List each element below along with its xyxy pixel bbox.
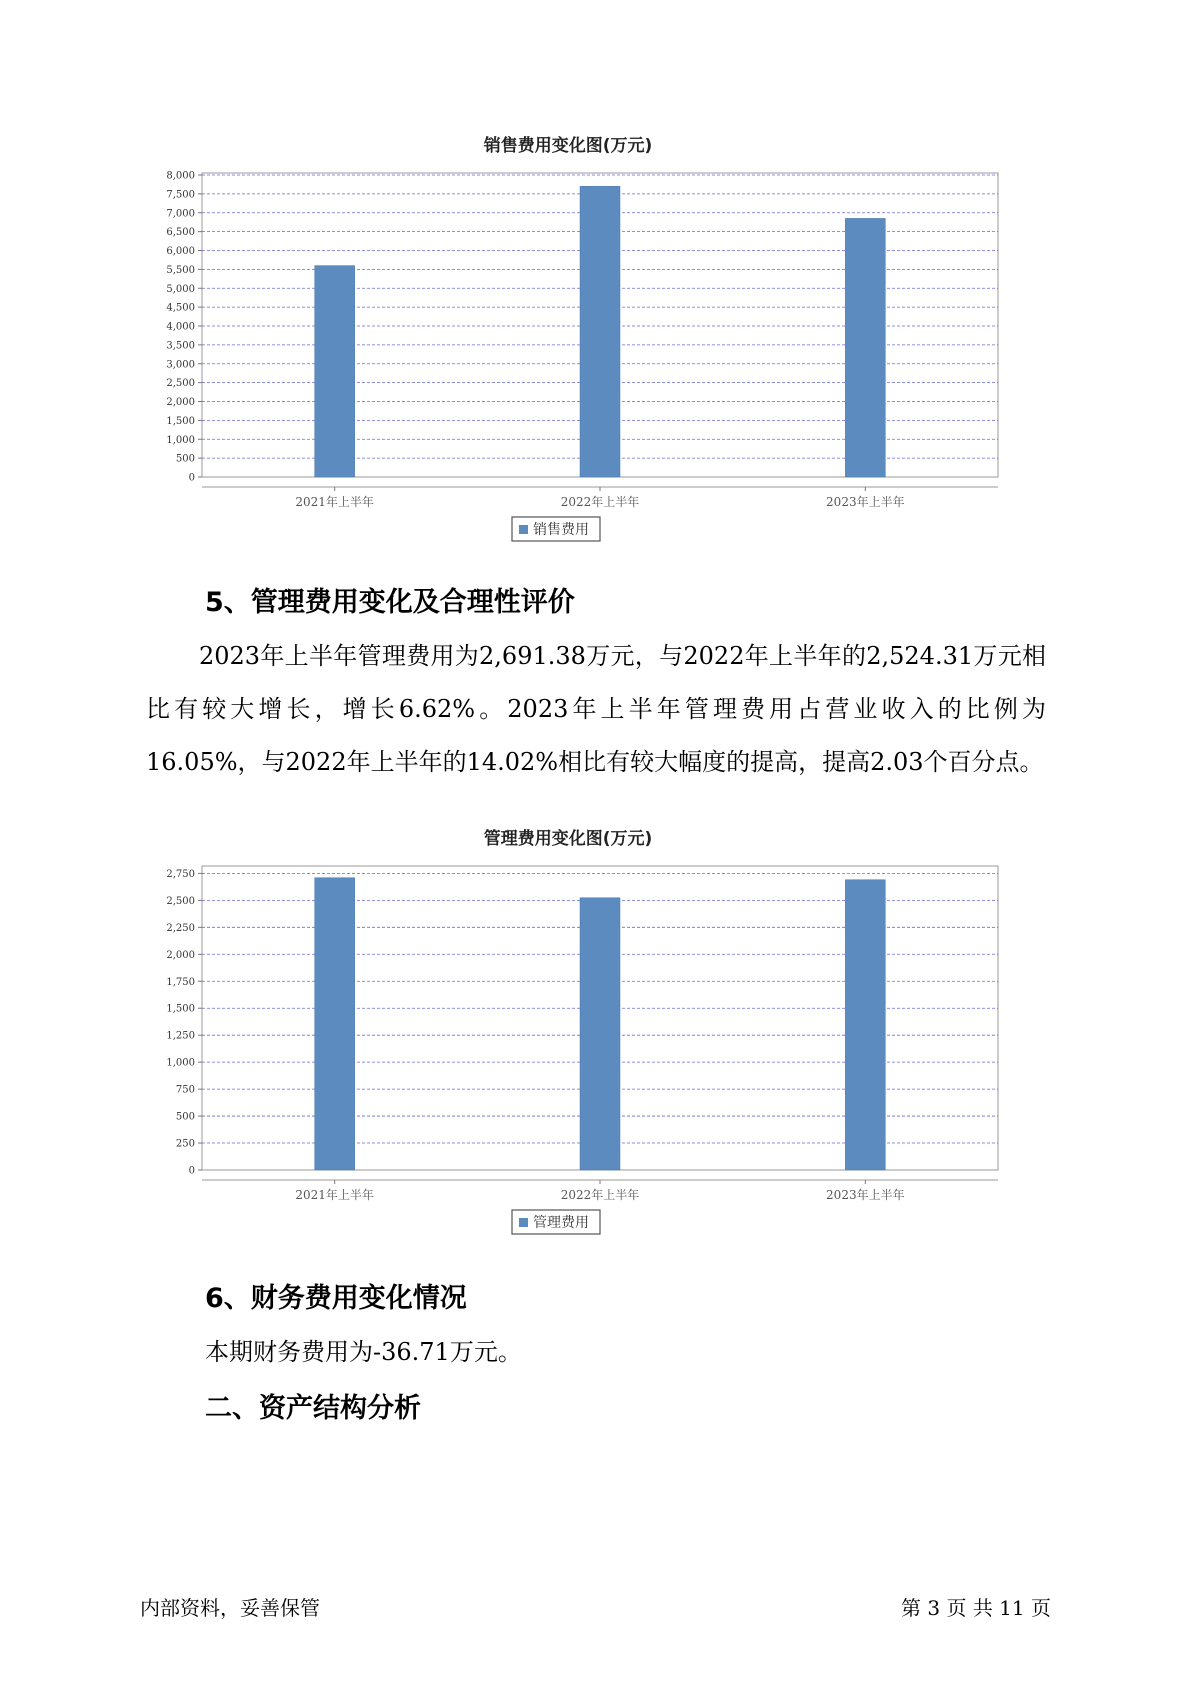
y-tick-label: 3,000 bbox=[166, 359, 195, 371]
mgmt-expense-chart bbox=[140, 828, 1040, 1248]
y-tick-label: 4,000 bbox=[166, 321, 195, 333]
y-tick-label: 500 bbox=[175, 1111, 195, 1123]
y-tick-label: 2,000 bbox=[166, 949, 195, 961]
sales-expense-chart bbox=[140, 135, 1040, 555]
bar bbox=[845, 880, 885, 1170]
bar bbox=[315, 266, 355, 477]
x-tick-label: 2022年上半年 bbox=[560, 1188, 640, 1202]
bar bbox=[580, 898, 620, 1170]
y-tick-label: 1,500 bbox=[166, 415, 195, 427]
asset-structure-heading: 二、资产结构分析 bbox=[205, 1393, 421, 1424]
footer-confidential: 内部资料，妥善保管 bbox=[140, 1596, 320, 1620]
y-tick-label: 1,500 bbox=[166, 1003, 195, 1015]
chart-title: 管理费用变化图(万元) bbox=[483, 829, 653, 849]
y-tick-label: 5,500 bbox=[166, 264, 195, 276]
y-tick-label: 250 bbox=[175, 1138, 195, 1150]
y-tick-label: 8,000 bbox=[166, 170, 195, 182]
legend-swatch bbox=[519, 525, 528, 534]
y-tick-label: 0 bbox=[188, 1165, 195, 1177]
x-tick-label: 2022年上半年 bbox=[560, 495, 640, 509]
legend-swatch bbox=[519, 1218, 528, 1227]
x-tick-label: 2023年上半年 bbox=[826, 495, 905, 509]
y-tick-label: 500 bbox=[175, 453, 195, 465]
legend-label: 销售费用 bbox=[533, 522, 589, 538]
y-tick-label: 6,500 bbox=[166, 227, 195, 239]
y-tick-label: 6,000 bbox=[166, 246, 195, 257]
y-tick-label: 1,000 bbox=[166, 1057, 195, 1069]
y-tick-label: 1,750 bbox=[166, 976, 195, 988]
y-tick-label: 0 bbox=[188, 472, 195, 484]
y-tick-label: 2,500 bbox=[166, 895, 195, 907]
y-tick-label: 2,250 bbox=[166, 922, 195, 934]
mgmt-expense-chart-svg bbox=[140, 828, 1040, 1248]
x-tick-label: 2021年上半年 bbox=[295, 495, 374, 509]
sales-expense-chart-svg bbox=[140, 135, 1040, 555]
y-tick-label: 1,000 bbox=[166, 434, 195, 446]
finance-expense-text: 本期财务费用为-36.71万元。 bbox=[205, 1338, 522, 1366]
bar bbox=[580, 186, 620, 477]
x-tick-label: 2021年上半年 bbox=[295, 1188, 374, 1202]
legend-label: 管理费用 bbox=[533, 1215, 589, 1231]
y-tick-label: 2,750 bbox=[166, 868, 195, 880]
y-tick-label: 4,500 bbox=[166, 302, 195, 314]
y-tick-label: 5,000 bbox=[166, 283, 195, 295]
mgmt-expense-paragraph: 2023年上半年管理费用为2,691.38万元，与2022年上半年的2,524.31万元相比有较大增长，增长6.62%。2023年上半年管理费用占营业收入的比例为16.05%，与2022年上半年的14.02%相比有较大幅度的提高，提高2.03个百分点。 bbox=[146, 642, 1046, 776]
y-tick-label: 7,500 bbox=[166, 189, 195, 201]
y-tick-label: 3,500 bbox=[166, 340, 195, 352]
bar bbox=[845, 218, 885, 477]
finance-expense-heading: 6、财务费用变化情况 bbox=[205, 1283, 467, 1314]
y-tick-label: 1,250 bbox=[166, 1030, 195, 1042]
y-tick-label: 2,000 bbox=[166, 397, 195, 408]
y-tick-label: 7,000 bbox=[166, 208, 195, 220]
y-tick-label: 750 bbox=[175, 1084, 195, 1096]
y-tick-label: 2,500 bbox=[166, 378, 195, 390]
x-tick-label: 2023年上半年 bbox=[826, 1188, 905, 1202]
mgmt-expense-heading: 5、管理费用变化及合理性评价 bbox=[205, 587, 575, 618]
footer-page-number: 第 3 页 共 11 页 bbox=[901, 1596, 1051, 1620]
bar bbox=[315, 878, 355, 1170]
chart-title: 销售费用变化图(万元) bbox=[483, 136, 653, 156]
